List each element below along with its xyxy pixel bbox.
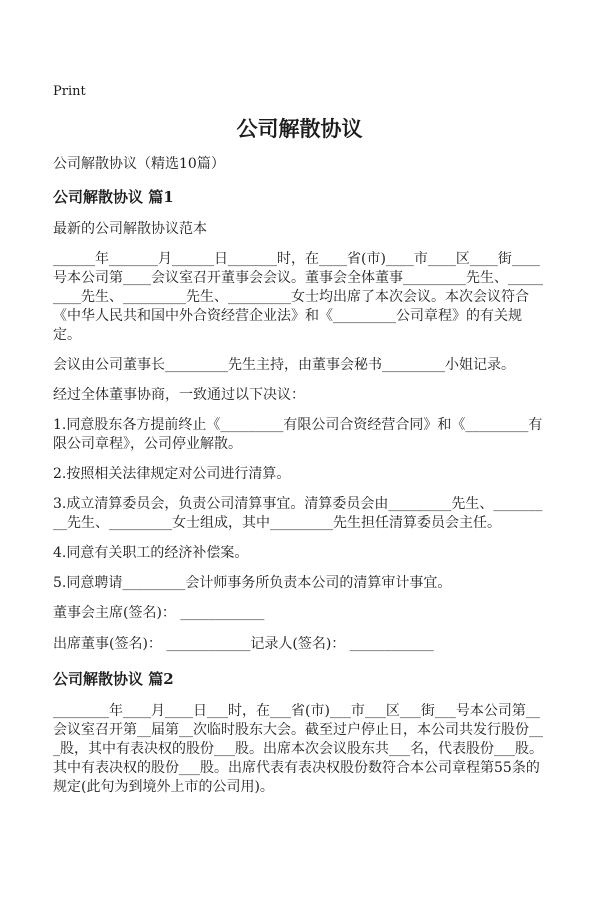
section-1-resolution-item-3: 3.成立清算委员会，负责公司清算事宜。清算委员会由_________先生、_________先生、_________女士组成，其中_________先生担任清算委员会主任。 — [53, 496, 543, 531]
section-2-heading: 公司解散协议 篇2 — [53, 670, 174, 688]
document-title: 公司解散协议 — [236, 116, 363, 141]
section-1-signature-chairman: 董事会主席(签名)： ____________ — [53, 605, 265, 621]
section-1-paragraph-chairman: 会议由公司董事长_________先生主持，由董事会秘书_________小姐记录。 — [53, 357, 515, 373]
section-1-paragraph-resolution-lead: 经过全体董事协商，一致通过以下决议： — [53, 387, 305, 403]
section-1-resolution-item-2: 2.按照相关法律规定对公司进行清算。 — [53, 466, 291, 482]
section-1-resolution-item-1: 1.同意股东各方提前终止《_________有限公司合资经营合同》和《_________有限公司章程》，公司停业解散。 — [53, 417, 543, 452]
document-subtitle: 公司解散协议（精选10篇） — [53, 156, 225, 172]
section-2 — [53, 670, 546, 797]
section-1-heading: 公司解散协议 篇1 — [53, 188, 174, 206]
section-1 — [53, 188, 546, 654]
section-1-paragraph-meeting-info: ______年_______月______日_______时，在____省(市)____市____区____街____号本公司第____会议室召开董事会会议。董事会全体董事_________先生、_________先生、_________先生、_________女士均出席了本次会议。本次会议符合《中华人民共和国中外合资经营企业法》和《_________公司章程》的有关规定。 — [53, 251, 543, 343]
section-1-paragraph-intro: 最新的公司解散协议范本 — [53, 221, 207, 237]
section-1-resolution-item-5: 5.同意聘请_________会计师事务所负责本公司的清算审计事宜。 — [53, 575, 452, 591]
section-2-paragraph-meeting-info: ________年____月____日___时，在___省(市)___市___区___街___号本公司第__会议室召开第__届第__次临时股东大会。截至过户停止日，本公司共发行股份___股，其中有表决权的股份___股。出席本次会议股东共___名，代表股份___股。其中有表决权的股份___股。出席代表有表决权股份数符合本公司章程第55条的规定(此句为到境外上市的公司用)。 — [53, 703, 543, 795]
section-1-resolution-item-4: 4.同意有关职工的经济补偿案。 — [53, 545, 249, 561]
section-1-signature-directors-recorder: 出席董事(签名)： ____________记录人(签名)： ____________ — [53, 636, 434, 652]
print-button[interactable]: Print — [53, 84, 86, 99]
